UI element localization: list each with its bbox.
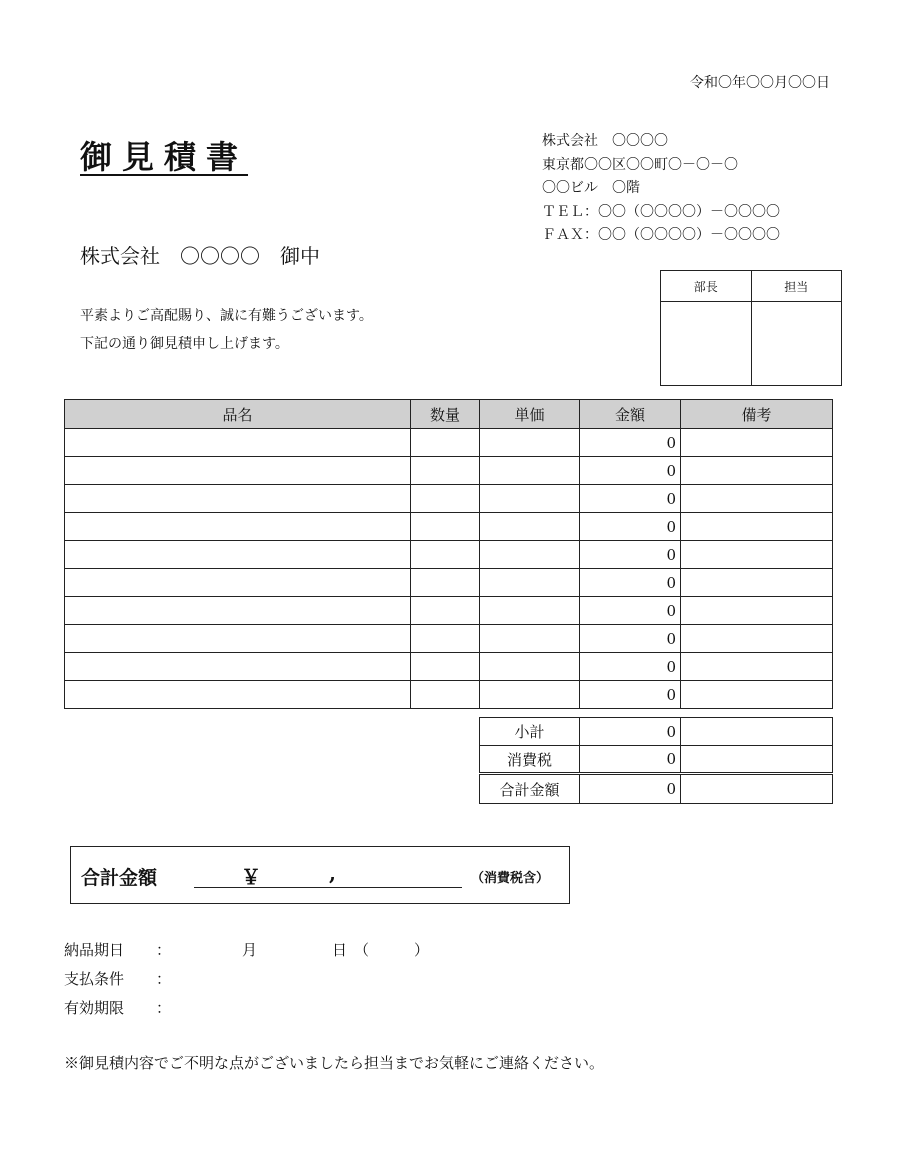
greeting-line1: 平素よりご高配賜り、誠に有難うございます。 [80, 308, 373, 324]
table-row [65, 541, 833, 569]
unit-price-cell[interactable] [480, 681, 580, 709]
subtotal-row [480, 718, 833, 746]
tax-remarks [681, 746, 833, 774]
remarks-cell[interactable] [681, 597, 833, 625]
tax-label: 消費税 [480, 746, 580, 774]
table-row [65, 653, 833, 681]
amount-cell: 0 [580, 541, 681, 569]
amount-cell: 0 [580, 597, 681, 625]
payment-terms-label: 支払条件 [64, 970, 125, 988]
total-value: 0 [580, 774, 681, 804]
sender-company: 株式会社 〇〇〇〇 [542, 133, 668, 149]
unit-price-cell[interactable] [480, 457, 580, 485]
unit-price-cell[interactable] [480, 429, 580, 457]
total-row [480, 774, 833, 804]
grand-total-underline [194, 887, 462, 888]
amount-cell: 0 [580, 681, 681, 709]
quantity-cell[interactable] [411, 485, 480, 513]
approval-stamp-box [660, 270, 842, 386]
remarks-cell[interactable] [681, 625, 833, 653]
summary-table [479, 717, 833, 804]
quantity-cell[interactable] [411, 569, 480, 597]
recipient-name: 株式会社 〇〇〇〇 御中 [80, 244, 320, 268]
sender-tel: ＴＥＬ：〇〇（〇〇〇〇）－〇〇〇〇 [542, 203, 780, 220]
stamp-cell-manager [661, 302, 751, 386]
amount-cell: 0 [580, 485, 681, 513]
unit-price-cell[interactable] [480, 569, 580, 597]
tax-included-note: （消費税含） [471, 871, 550, 886]
remarks-cell[interactable] [681, 541, 833, 569]
sender-address-line1: 東京都〇〇区〇〇町〇－〇－〇 [542, 156, 738, 173]
unit-price-cell[interactable] [480, 485, 580, 513]
item-name-cell[interactable] [65, 653, 411, 681]
amount-cell: 0 [580, 625, 681, 653]
header-remarks: 備考 [681, 400, 833, 429]
remarks-cell[interactable] [681, 457, 833, 485]
table-row [65, 569, 833, 597]
amount-comma: , [329, 861, 336, 885]
yen-symbol: ￥ [241, 865, 261, 889]
remarks-cell[interactable] [681, 681, 833, 709]
greeting-line2: 下記の通り御見積申し上げます。 [80, 336, 289, 352]
tax-value: 0 [580, 746, 681, 774]
stamp-header-manager: 部長 [661, 271, 751, 302]
validity-label: 有効期限 [64, 999, 125, 1017]
weekday-paren-open: （ [354, 941, 370, 959]
subtotal-value: 0 [580, 718, 681, 746]
item-name-cell[interactable] [65, 541, 411, 569]
item-name-cell[interactable] [65, 457, 411, 485]
remarks-cell[interactable] [681, 653, 833, 681]
stamp-header-staff: 担当 [751, 271, 841, 302]
quantity-cell[interactable] [411, 653, 480, 681]
amount-cell: 0 [580, 513, 681, 541]
items-table [64, 399, 833, 709]
weekday-paren-close: ） [414, 941, 430, 959]
quantity-cell[interactable] [411, 625, 480, 653]
document-title: 御見積書 [80, 138, 249, 176]
amount-cell: 0 [580, 457, 681, 485]
quantity-cell[interactable] [411, 429, 480, 457]
table-row [65, 513, 833, 541]
unit-price-cell[interactable] [480, 653, 580, 681]
remarks-cell[interactable] [681, 513, 833, 541]
grand-total-box [70, 846, 570, 904]
item-name-cell[interactable] [65, 597, 411, 625]
tax-row [480, 746, 833, 774]
grand-total-label: 合計金額 [81, 867, 158, 889]
colon: ： [156, 970, 172, 988]
quantity-cell[interactable] [411, 513, 480, 541]
colon: ： [156, 941, 172, 959]
item-name-cell[interactable] [65, 513, 411, 541]
sender-fax: ＦＡＸ：〇〇（〇〇〇〇）－〇〇〇〇 [542, 227, 780, 243]
amount-cell: 0 [580, 569, 681, 597]
unit-price-cell[interactable] [480, 597, 580, 625]
remarks-cell[interactable] [681, 485, 833, 513]
header-amount: 金額 [580, 400, 681, 429]
table-row [65, 597, 833, 625]
header-unit-price: 単価 [480, 400, 580, 429]
item-name-cell[interactable] [65, 569, 411, 597]
stamp-cell-staff [751, 302, 841, 386]
table-row [65, 457, 833, 485]
issue-date: 令和〇年〇〇月〇〇日 [690, 75, 830, 91]
total-remarks [681, 774, 833, 804]
subtotal-label: 小計 [480, 718, 580, 746]
quantity-cell[interactable] [411, 541, 480, 569]
unit-price-cell[interactable] [480, 625, 580, 653]
amount-cell: 0 [580, 653, 681, 681]
sender-address-line2: 〇〇ビル 〇階 [542, 180, 640, 196]
table-row [65, 485, 833, 513]
month-label: 月 [242, 941, 258, 959]
subtotal-remarks [681, 718, 833, 746]
table-row [65, 681, 833, 709]
footer-note: ※御見積内容でご不明な点がございましたら担当までお気軽にご連絡ください。 [64, 1054, 605, 1072]
quantity-cell[interactable] [411, 681, 480, 709]
table-row [65, 625, 833, 653]
item-name-cell[interactable] [65, 429, 411, 457]
remarks-cell[interactable] [681, 569, 833, 597]
quantity-cell[interactable] [411, 597, 480, 625]
item-name-cell[interactable] [65, 625, 411, 653]
header-item-name: 品名 [65, 400, 411, 429]
header-quantity: 数量 [411, 400, 480, 429]
item-name-cell[interactable] [65, 485, 411, 513]
day-label: 日 [332, 941, 348, 959]
sender-info [542, 130, 780, 248]
colon: ： [156, 999, 172, 1017]
item-name-cell[interactable] [65, 681, 411, 709]
quantity-cell[interactable] [411, 457, 480, 485]
table-row [65, 429, 833, 457]
remarks-cell[interactable] [681, 429, 833, 457]
greeting [80, 302, 373, 358]
unit-price-cell[interactable] [480, 541, 580, 569]
unit-price-cell[interactable] [480, 513, 580, 541]
delivery-date-label: 納品期日 [64, 941, 125, 959]
amount-cell: 0 [580, 429, 681, 457]
total-label: 合計金額 [480, 774, 580, 804]
items-header-row [65, 400, 833, 429]
